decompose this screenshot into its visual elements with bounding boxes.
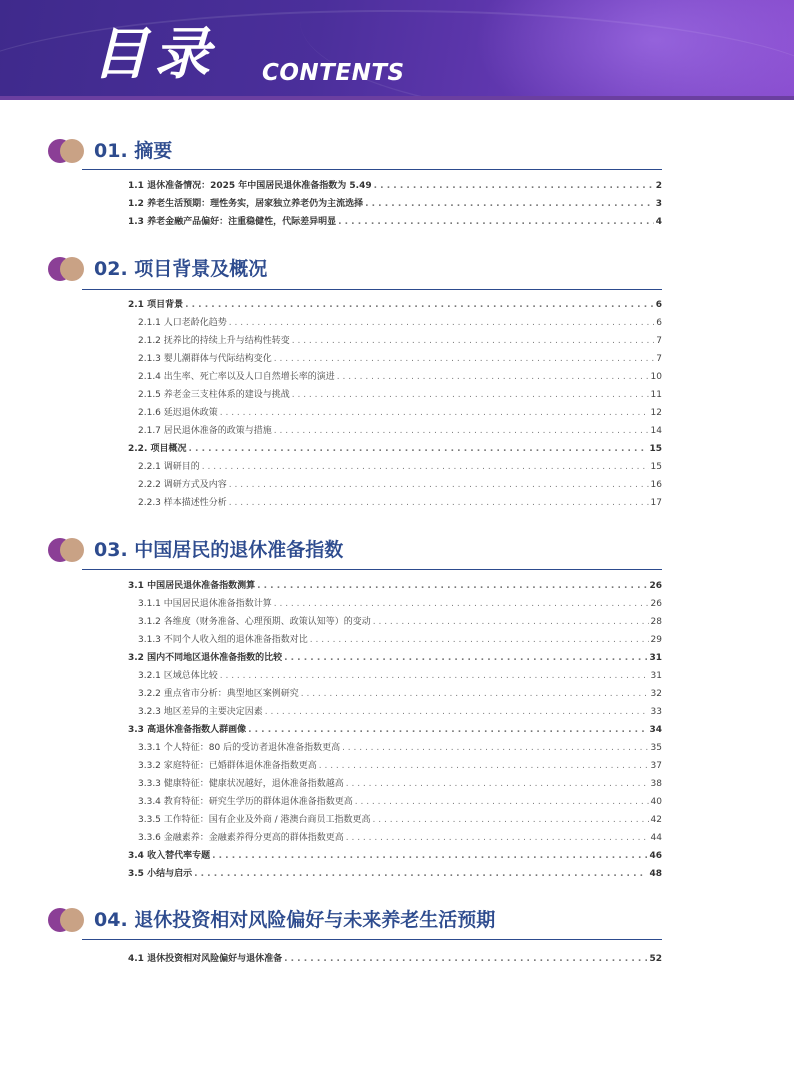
toc-entry-page: 52 [649,954,662,964]
toc-entry-page: 11 [650,390,662,400]
toc-entry-label: 2.1.3 婴儿潮群体与代际结构变化 [138,354,272,364]
toc-entry-label: 3.3 高退休准备指数人群画像 [128,725,247,735]
toc-entry-3-3[interactable] [128,721,662,739]
toc-entry-3-2-3[interactable] [138,703,662,721]
toc-entry-page: 34 [649,725,662,735]
toc-entry-label: 3.1.2 各维度（财务准备、心理预期、政策认知等）的变动 [138,617,371,627]
toc-entry-page: 31 [650,671,662,681]
toc-entry-page: 31 [649,653,662,663]
toc-entry-label: 3.4 收入替代率专题 [128,851,211,861]
toc-entry-1-2[interactable] [128,195,662,213]
section-title[interactable]: 01. 摘要 [94,140,173,162]
toc-entry-3-2-2[interactable] [138,685,662,703]
toc-entry-3-1-2[interactable] [138,613,662,631]
toc-entry-page: 44 [650,833,662,843]
toc-entry-label: 2.1.5 养老金三支柱体系的建设与挑战 [138,390,290,400]
toc-entry-page: 10 [650,372,662,382]
toc-entry-2-1[interactable] [128,296,662,314]
toc-entry-page: 35 [650,743,662,753]
section-title[interactable]: 02. 项目背景及概况 [94,258,268,280]
toc-entry-3-3-6[interactable] [138,829,662,847]
toc-entry-page: 32 [650,689,662,699]
toc-entry-page: 29 [650,635,662,645]
section-heading [48,536,662,564]
toc-entry-label: 3.2 国内不同地区退休准备指数的比较 [128,653,283,663]
toc-entry-label: 3.1.1 中国居民退休准备指数计算 [138,599,272,609]
toc-entry-3-5[interactable] [128,865,662,883]
section-title[interactable]: 03. 中国居民的退休准备指数 [94,539,344,561]
leader-dots [292,332,655,350]
toc-section-04 [48,906,662,934]
toc-entry-page: 7 [656,336,662,346]
toc-entry-label: 3.2.3 地区差异的主要决定因素 [138,707,263,717]
leader-dots [301,685,649,703]
toc-entry-3-3-2[interactable] [138,757,662,775]
toc-entry-label: 3.3.2 家庭特征：已婚群体退休准备指数更高 [138,761,317,771]
toc-entry-3-2-1[interactable] [138,667,662,685]
section-heading [48,255,662,283]
toc-entry-3-3-4[interactable] [138,793,662,811]
toc-entry-3-3-5[interactable] [138,811,662,829]
toc-entry-label: 2.2.3 样本描述性分析 [138,498,227,508]
toc-entry-label: 3.3.4 教育特征：研究生学历的群体退休准备指数更高 [138,797,353,807]
toc-entry-label: 1.2 养老生活预期：理性务实，居家独立养老仍为主流选择 [128,199,364,209]
toc-entry-page: 33 [650,707,662,717]
leader-dots [220,667,649,685]
section-dots-icon [48,139,84,163]
toc-entry-page: 46 [649,851,662,861]
leader-dots [274,595,649,613]
section-title[interactable]: 04. 退休投资相对风险偏好与未来养老生活预期 [94,909,496,931]
toc-entry-3-4[interactable] [128,847,662,865]
toc-entry-label: 2.2.1 调研目的 [138,462,200,472]
toc-entry-page: 26 [650,599,662,609]
toc-entry-page: 6 [655,300,662,310]
toc-entry-label: 2.1.7 居民退休准备的政策与措施 [138,426,272,436]
toc-entry-label: 3.2.1 区域总体比较 [138,671,218,681]
toc-entry-page: 6 [656,318,662,328]
toc-entry-label: 2.2.2 调研方式及内容 [138,480,227,490]
toc-entry-page: 28 [650,617,662,627]
toc-entry-2-1-7[interactable] [138,422,662,440]
toc-entry-page: 37 [650,761,662,771]
toc-entry-4-1[interactable] [128,950,662,968]
toc-entry-label: 3.3.6 金融素养：金融素养得分更高的群体指数更高 [138,833,344,843]
leader-dots [274,422,649,440]
section-rule [82,169,662,170]
toc-section-03 [48,536,662,564]
toc-entry-label: 3.3.5 工作特征：国有企业及外商 / 港澳台商员工指数更高 [138,815,371,825]
toc-entry-page: 7 [656,354,662,364]
leader-dots [229,494,649,512]
leader-dots [373,811,649,829]
toc-entry-page: 3 [655,199,662,209]
toc-entry-2-2-2[interactable] [138,476,662,494]
toc-entry-page: 14 [650,426,662,436]
toc-entry-label: 2.1.6 延迟退休政策 [138,408,218,418]
leader-dots [310,631,649,649]
section-heading [48,906,662,934]
toc-entry-page: 15 [650,462,662,472]
header-banner [0,0,794,100]
toc-entry-3-1-3[interactable] [138,631,662,649]
leader-dots [284,950,647,968]
page-subtitle: CONTENTS [262,60,405,86]
toc-entry-2-2-1[interactable] [138,458,662,476]
leader-dots [342,739,648,757]
toc-entry-2-1-1[interactable] [138,314,662,332]
toc-entry-page: 16 [650,480,662,490]
toc-entry-label: 3.2.2 重点省市分析：典型地区案例研究 [138,689,299,699]
section-dots-icon [48,908,84,932]
leader-dots [202,458,649,476]
toc-entry-label: 2.1 项目背景 [128,300,184,310]
toc-entry-label: 3.1.3 不同个人收入组的退休准备指数对比 [138,635,308,645]
toc-section-01 [48,137,662,165]
toc-entry-page: 38 [650,779,662,789]
leader-dots [248,721,647,739]
toc-entry-label: 3.3.1 个人特征：80 后的受访者退休准备指数更高 [138,743,341,753]
toc-entry-label: 4.1 退休投资相对风险偏好与退休准备 [128,954,283,964]
leader-dots [338,213,654,231]
toc-entry-label: 1.1 退休准备情况：2025 年中国居民退休准备指数为 5.49 [128,181,372,191]
toc-entry-2-1-4[interactable] [138,368,662,386]
toc-entry-label: 2.1.1 人口老龄化趋势 [138,318,227,328]
toc-entry-3-1[interactable] [128,577,662,595]
toc-entry-3-3-1[interactable] [138,739,662,757]
toc-entry-label: 2.1.4 出生率、死亡率以及人口自然增长率的演进 [138,372,335,382]
toc-entry-1-1[interactable] [128,177,662,195]
section-rule [82,939,662,940]
toc-entry-page: 15 [649,444,662,454]
toc-entry-label: 1.3 养老金融产品偏好：注重稳健性，代际差异明显 [128,217,337,227]
toc-entry-2-1-6[interactable] [138,404,662,422]
toc-entry-2-1-2[interactable] [138,332,662,350]
toc-entry-page: 4 [655,217,662,227]
toc-entry-1-3[interactable] [128,213,662,231]
toc-entry-label: 2.2. 项目概况 [128,444,187,454]
section-dots-icon [48,257,84,281]
leader-dots [229,314,655,332]
leader-dots [284,649,647,667]
toc-entry-page: 2 [655,181,662,191]
toc-entry-page: 12 [650,408,662,418]
leader-dots [373,613,649,631]
section-dots-icon [48,538,84,562]
toc-entry-page: 17 [650,498,662,508]
leader-dots [346,775,649,793]
leader-dots [220,404,649,422]
toc-entry-page: 40 [650,797,662,807]
toc-entry-page: 48 [649,869,662,879]
banner-glow [474,0,794,100]
leader-dots [319,757,649,775]
toc-entry-label: 3.3.3 健康特征：健康状况越好，退休准备指数越高 [138,779,344,789]
section-rule [82,569,662,570]
toc-entry-2-2[interactable] [128,440,662,458]
toc-entry-label: 2.1.2 抚养比的持续上升与结构性转变 [138,336,290,346]
toc-entry-page: 42 [650,815,662,825]
toc-entry-page: 26 [649,581,662,591]
leader-dots [257,577,647,595]
toc-entry-3-2[interactable] [128,649,662,667]
section-heading [48,137,662,165]
leader-dots [292,386,649,404]
page-title: 目录 [92,22,216,87]
leader-dots [189,440,648,458]
leader-dots [229,476,649,494]
leader-dots [265,703,649,721]
leader-dots [374,177,654,195]
leader-dots [194,865,647,883]
toc-entry-3-1-1[interactable] [138,595,662,613]
toc-entry-2-1-5[interactable] [138,386,662,404]
section-rule [82,289,662,290]
leader-dots [346,829,649,847]
toc-entry-label: 3.5 小结与启示 [128,869,193,879]
toc-entry-2-2-3[interactable] [138,494,662,512]
leader-dots [212,847,647,865]
toc-section-02 [48,255,662,283]
leader-dots [365,195,654,213]
leader-dots [274,350,655,368]
toc-entry-3-3-3[interactable] [138,775,662,793]
leader-dots [337,368,649,386]
banner-strip [0,96,794,100]
leader-dots [355,793,649,811]
toc-entry-2-1-3[interactable] [138,350,662,368]
toc-entry-label: 3.1 中国居民退休准备指数测算 [128,581,256,591]
leader-dots [185,296,654,314]
